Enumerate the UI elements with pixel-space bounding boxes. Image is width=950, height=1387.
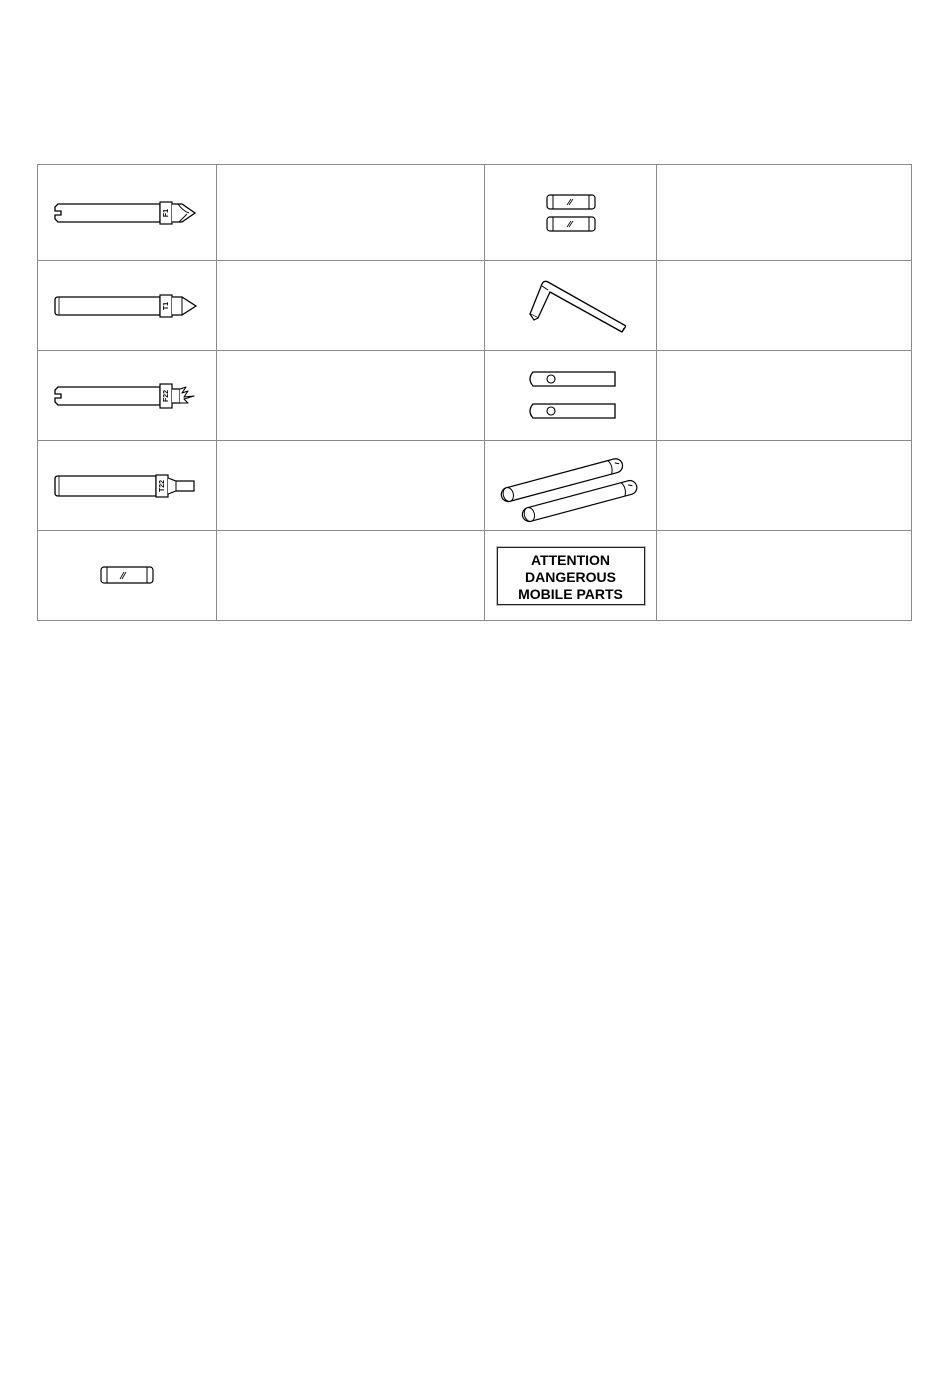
description-cell [657,441,912,531]
description-cell [217,261,485,351]
description-cell [217,351,485,441]
item-image-cell [38,261,217,351]
description-cell [217,165,485,261]
cutter-f22-icon [52,382,202,410]
tracer-stamp: T1 [162,301,170,310]
wedges-pair-icon [521,368,621,424]
tracer-stamp: T22 [158,479,166,492]
hex-key-icon [516,278,626,334]
item-image-cell [38,165,217,261]
rods-pair-icon [491,448,651,524]
warning-label-line-1: ATTENTION [530,551,611,568]
pins-pair-icon [541,191,601,235]
item-image-cell [485,531,657,621]
cutter-stamp: F22 [162,389,170,402]
warning-label-icon [497,547,645,605]
description-cell [217,441,485,531]
item-image-cell [485,165,657,261]
description-cell [217,531,485,621]
description-cell [657,351,912,441]
description-cell [657,261,912,351]
cutter-f1-icon [52,199,202,227]
warning-label-line-2: DANGEROUS [524,568,616,585]
item-image-cell [485,261,657,351]
cutter-stamp: F1 [162,208,170,217]
table-row [38,261,912,351]
table-row [38,165,912,261]
item-image-cell [38,441,217,531]
description-cell [657,165,912,261]
item-image-cell [38,351,217,441]
warning-label-line-3: MOBILE PARTS [518,585,623,602]
table-row [38,441,912,531]
item-image-cell [485,441,657,531]
accessories-table [37,164,912,621]
description-cell [657,531,912,621]
table-row [38,351,912,441]
table-row [38,531,912,621]
item-image-cell [485,351,657,441]
tracer-t22-icon [52,472,202,500]
item-image-cell [38,531,217,621]
tracer-t1-icon [52,292,202,320]
pin-icon [97,564,157,588]
